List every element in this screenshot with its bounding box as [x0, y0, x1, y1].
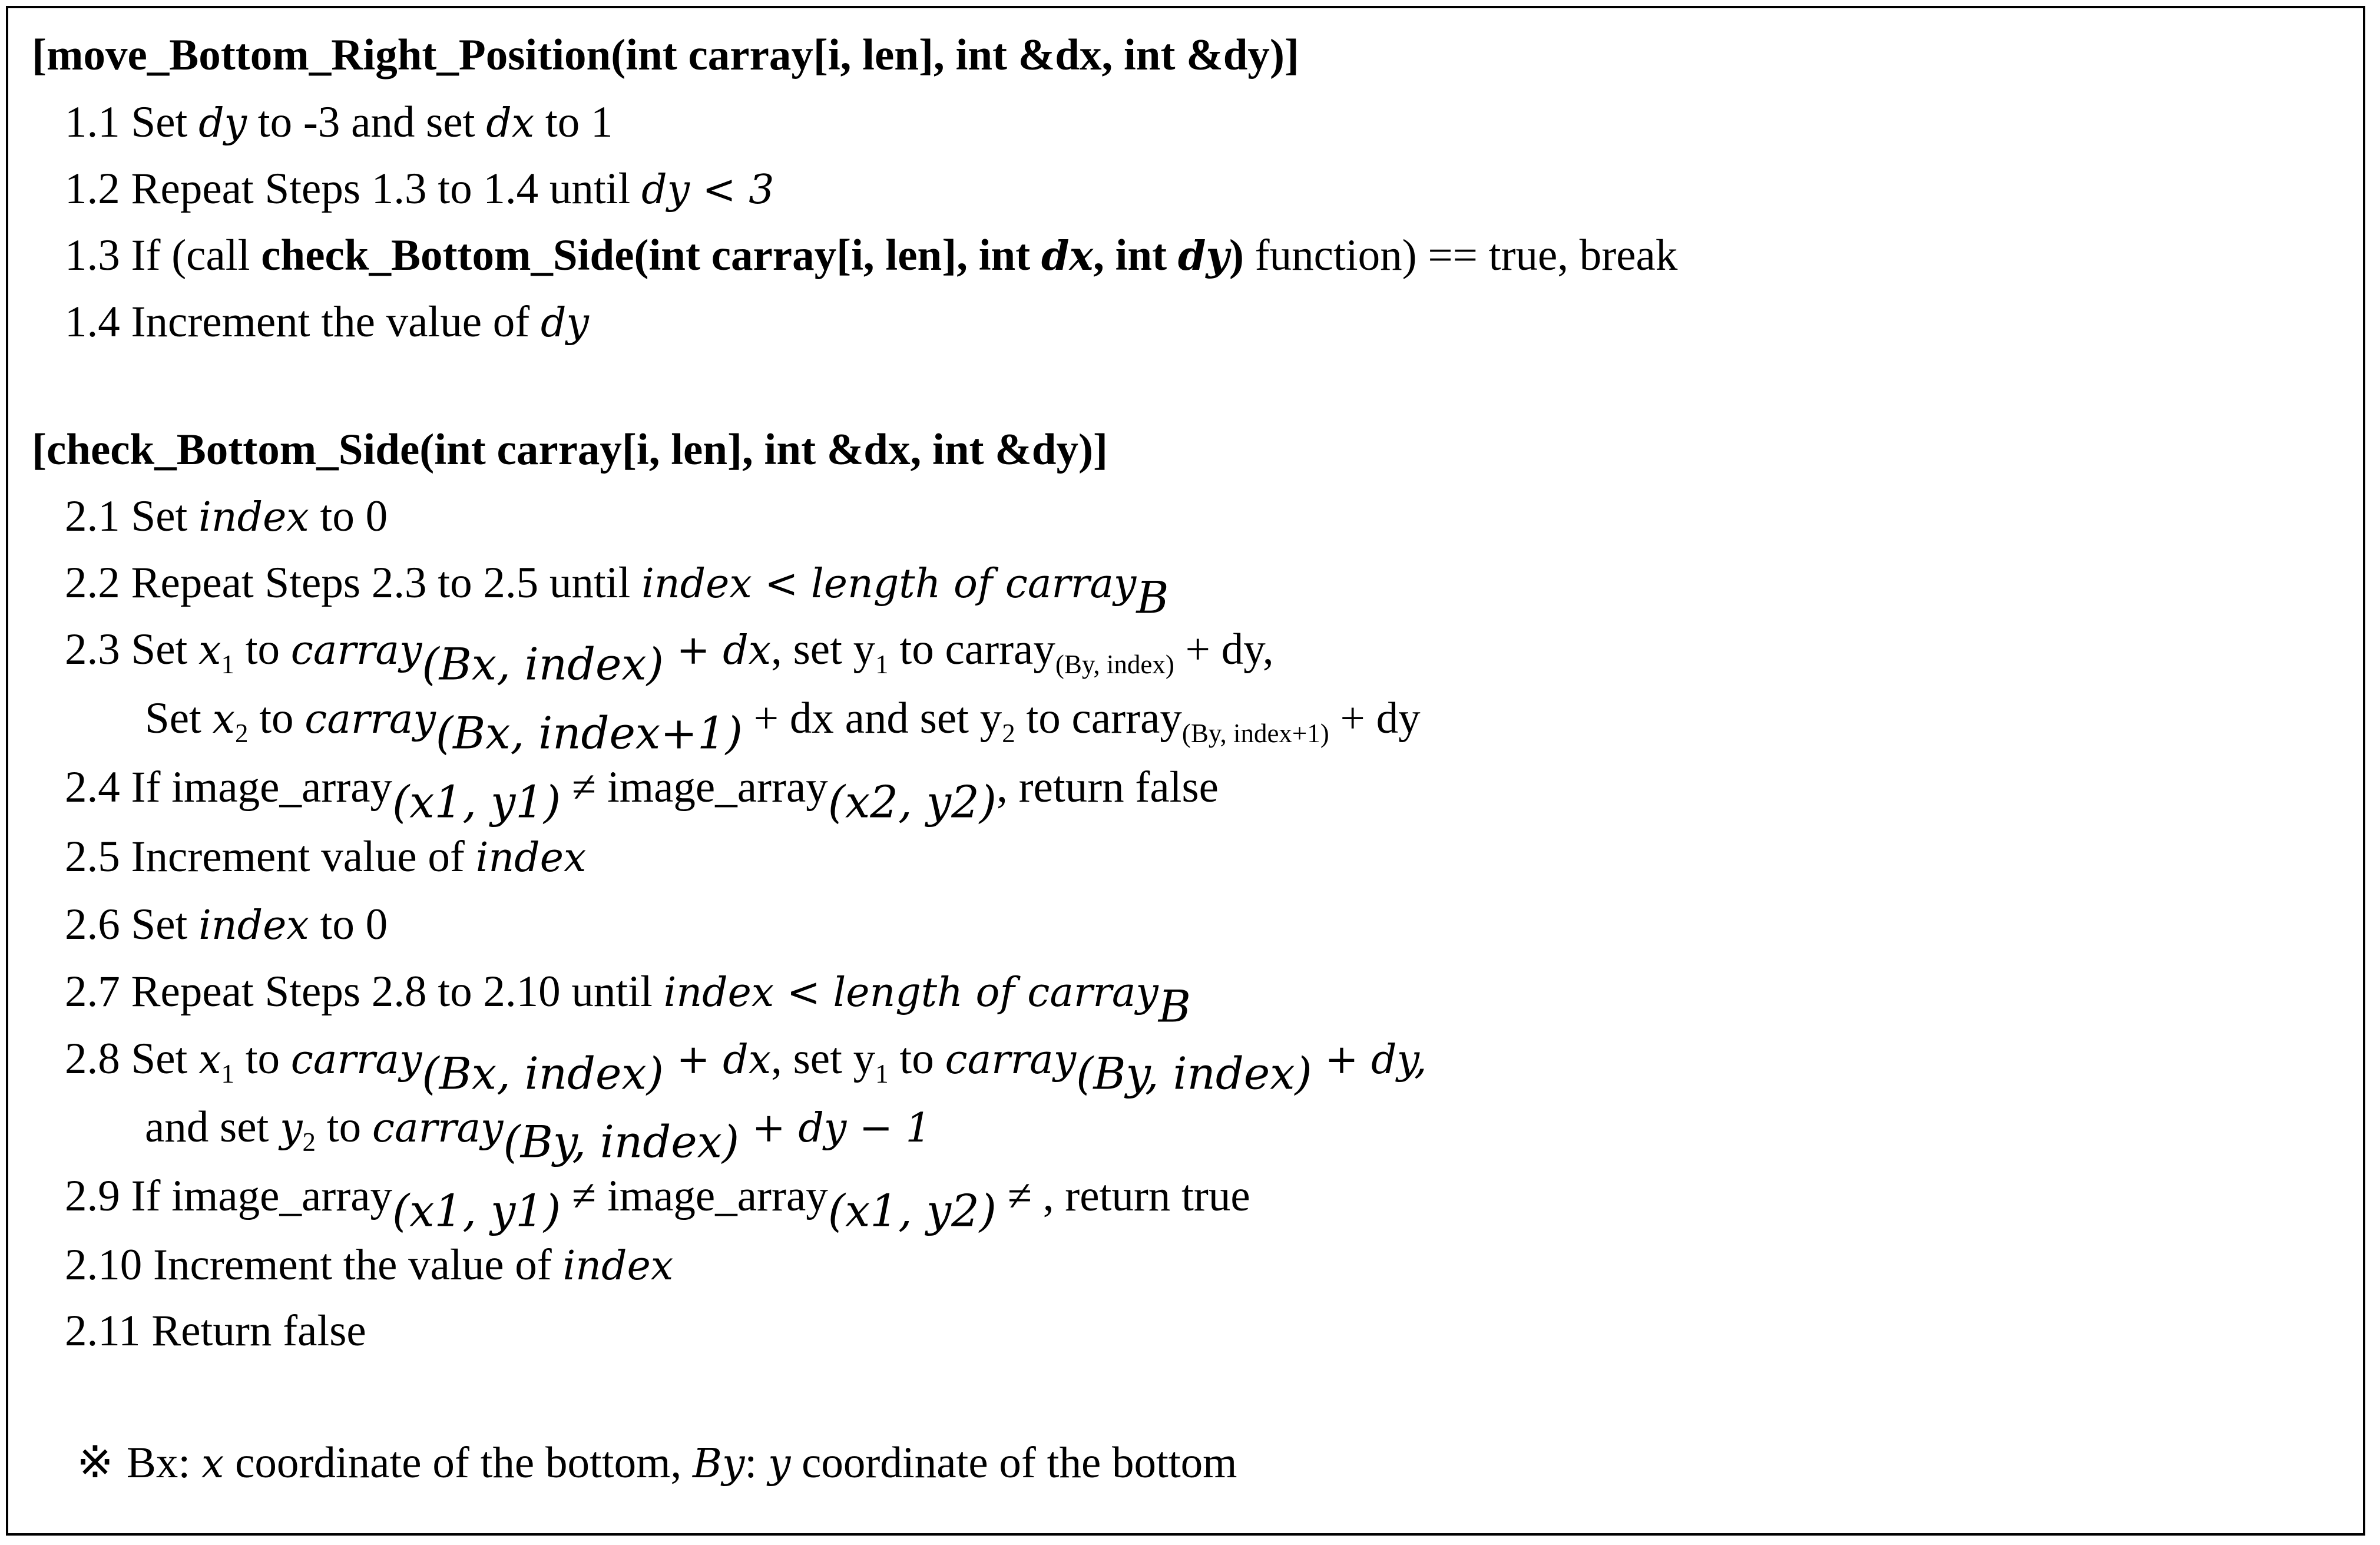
footnote: ※ Bx: x coordinate of the bottom, By: y coordinate of the bottom — [77, 1438, 1237, 1487]
step-2-5: 2.5 Increment value of index — [65, 832, 587, 881]
step-2-2: 2.2 Repeat Steps 2.3 to 2.5 until index < length of carray$_B$ — [65, 558, 1169, 624]
step-2-8-continued: and set $y_2$ to carray$_{(By, index)}$ + dy − 1 — [145, 1103, 931, 1168]
algorithm-box — [6, 6, 2365, 1536]
step-2-10: 2.10 Increment the value of index — [65, 1240, 674, 1289]
step-2-3: 2.3 Set $x_1$ to carray$_{(Bx, index)}$ + dx, set $y_1$ to carray$_{(By, index)}$ + dy, — [65, 625, 1274, 690]
section1-header: [move_Bottom_Right_Position(int carray[i, len], int &dx, int &dy)] — [32, 31, 1299, 80]
step-2-3-continued: Set $x_2$ to carray$_{(Bx, index+1)}$ + dx and set $y_2$ to carray$_{(By, index+1)}$ + dy — [145, 694, 1421, 759]
step-1-1: 1.1 Set dy to -3 and set dx to 1 — [65, 98, 613, 147]
step-1-4: 1.4 Increment the value of dy — [65, 297, 589, 346]
step-1-2: 1.2 Repeat Steps 1.3 to 1.4 until dy < 3 — [65, 164, 774, 213]
step-2-7: 2.7 Repeat Steps 2.8 to 2.10 until index < length of carray$_B$ — [65, 967, 1191, 1033]
step-1-3: 1.3 If (call check_Bottom_Side(int carray[i, len], int dx, int dy) function) == true, break — [65, 231, 1678, 280]
function-name-move: move_Bottom_Right_Position — [46, 31, 611, 80]
section2-header: [check_Bottom_Side(int carray[i, len], int &dx, int &dy)] — [32, 425, 1108, 474]
step-2-6: 2.6 Set index to 0 — [65, 900, 388, 949]
function-name-check: check_Bottom_Side — [46, 425, 420, 474]
step-2-8: 2.8 Set $x_1$ to carray$_{(Bx, index)}$ + dx, set $y_1$ to carray$_{(By, index)}$ + dy, — [65, 1034, 1427, 1100]
step-2-9: 2.9 If image_array$_{(x1, y1)}$ ≠ image_array$_{(x1, y2)}$ ≠ , return true — [65, 1172, 1250, 1237]
step-2-11: 2.11 Return false — [65, 1306, 366, 1355]
step-2-4: 2.4 If image_array$_{(x1, y1)}$ ≠ image_array$_{(x2, y2)}$, return false — [65, 763, 1219, 828]
reference-mark-icon: ※ — [77, 1438, 114, 1487]
step-2-1: 2.1 Set index to 0 — [65, 492, 388, 541]
